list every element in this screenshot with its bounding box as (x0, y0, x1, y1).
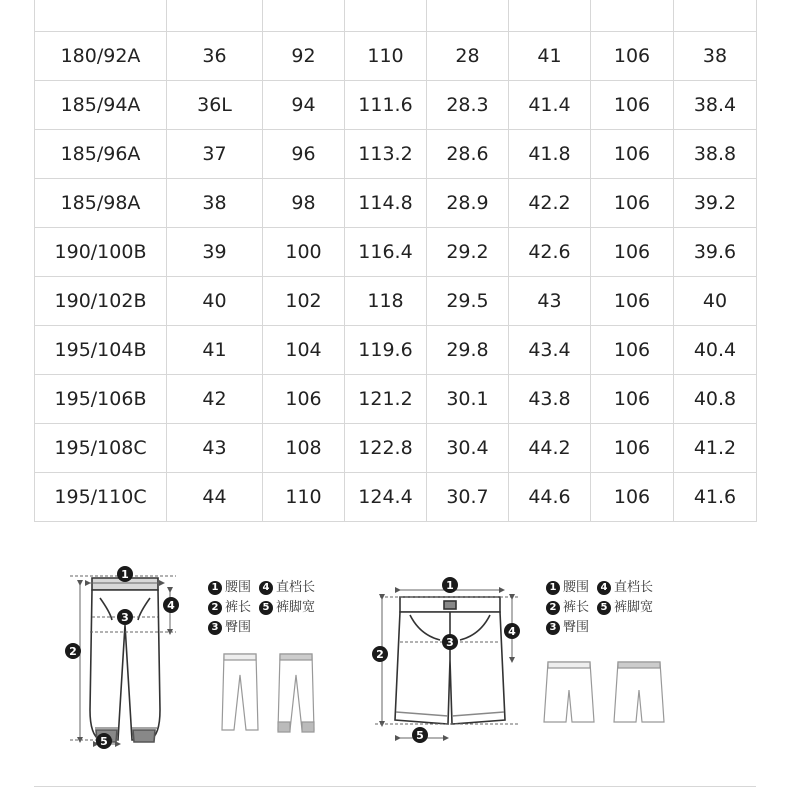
table-cell: 106 (591, 277, 674, 326)
table-cell: 180/92A (35, 32, 167, 81)
legend-hem: 裤脚宽 (614, 600, 654, 615)
legend-number-icon: 4 (597, 581, 611, 595)
table-cell: 44.6 (509, 473, 591, 522)
table-cell: 29.2 (427, 228, 509, 277)
table-cell: 39.6 (674, 228, 757, 277)
legend-number-icon: 3 (208, 621, 222, 635)
legend-length: 裤长 (563, 600, 590, 615)
table-cell: 42.2 (509, 179, 591, 228)
table-cell: 94 (263, 81, 345, 130)
table-cell: 190/100B (35, 228, 167, 277)
table-cell: 106 (591, 473, 674, 522)
table-cell: 29.8 (427, 326, 509, 375)
table-cell: 106 (591, 375, 674, 424)
pants-hip-marker: 3 (117, 609, 133, 625)
pants-rise-marker: 4 (163, 597, 179, 613)
table-cell: 40.4 (674, 326, 757, 375)
table-cell: 195/108C (35, 424, 167, 473)
shorts-rise-marker: 4 (504, 623, 520, 639)
table-cell: 122.8 (345, 424, 427, 473)
table-cell: 118 (345, 277, 427, 326)
table-cell: 98 (263, 179, 345, 228)
table-cell: 106 (591, 179, 674, 228)
bottom-divider (34, 786, 756, 787)
legend-rise: 直档长 (276, 580, 316, 595)
table-cell: 116.4 (345, 228, 427, 277)
shorts-legend (546, 578, 661, 638)
table-cell: 28.9 (427, 179, 509, 228)
legend-number-icon: 1 (208, 581, 222, 595)
legend-number-icon: 1 (546, 581, 560, 595)
table-cell: 185/94A (35, 81, 167, 130)
table-cell: 43 (167, 424, 263, 473)
table-cell: 44.2 (509, 424, 591, 473)
pants-hem-marker: 5 (96, 733, 112, 749)
table-cell: 185/98A (35, 179, 167, 228)
shorts-length-marker: 2 (372, 646, 388, 662)
table-cell: 110 (345, 32, 427, 81)
table-cell: 195/110C (35, 473, 167, 522)
table-cell: 41 (167, 326, 263, 375)
legend-waist: 腰围 (563, 580, 590, 595)
table-cell: 42.6 (509, 228, 591, 277)
table-cell: 40 (674, 277, 757, 326)
table-cell: 41.6 (674, 473, 757, 522)
legend-length: 裤长 (225, 600, 252, 615)
table-cell: 29.5 (427, 277, 509, 326)
table-cell: 28 (427, 32, 509, 81)
table-cell: 106 (591, 326, 674, 375)
table-cell: 36L (167, 81, 263, 130)
table-cell: 100 (263, 228, 345, 277)
table-cell: 96 (263, 130, 345, 179)
shorts-hip-marker: 3 (442, 634, 458, 650)
legend-number-icon: 4 (259, 581, 273, 595)
legend-number-icon: 3 (546, 621, 560, 635)
table-cell: 190/102B (35, 277, 167, 326)
legend-number-icon: 2 (208, 601, 222, 615)
shorts-hem-marker: 5 (412, 727, 428, 743)
legend-number-icon: 2 (546, 601, 560, 615)
table-cell: 38.8 (674, 130, 757, 179)
table-cell: 38.4 (674, 81, 757, 130)
table-cell: 185/96A (35, 130, 167, 179)
table-cell: 106 (263, 375, 345, 424)
pants-waist-marker: 1 (117, 566, 133, 582)
table-cell: 43.8 (509, 375, 591, 424)
table-cell: 104 (263, 326, 345, 375)
table-cell: 108 (263, 424, 345, 473)
table-cell: 119.6 (345, 326, 427, 375)
table-cell: 124.4 (345, 473, 427, 522)
legend-rise: 直档长 (614, 580, 654, 595)
table-cell: 42 (167, 375, 263, 424)
table-cell: 41 (509, 32, 591, 81)
table-cell: 111.6 (345, 81, 427, 130)
table-cell: 37 (167, 130, 263, 179)
table-cell: 40 (167, 277, 263, 326)
table-cell: 114.8 (345, 179, 427, 228)
table-cell: 113.2 (345, 130, 427, 179)
shorts-drawing (395, 597, 505, 724)
legend-hip: 臀围 (563, 620, 590, 635)
shorts-thumbnails (544, 662, 664, 722)
table-cell: 39 (167, 228, 263, 277)
legend-hem: 裤脚宽 (276, 600, 316, 615)
legend-number-icon: 5 (259, 601, 273, 615)
table-cell: 106 (591, 228, 674, 277)
table-cell: 43 (509, 277, 591, 326)
table-cell: 92 (263, 32, 345, 81)
table-cell: 41.8 (509, 130, 591, 179)
table-cell: 39.2 (674, 179, 757, 228)
table-cell: 44 (167, 473, 263, 522)
table-cell: 106 (591, 81, 674, 130)
pants-thumbnails (222, 654, 314, 732)
pants-drawing (90, 578, 160, 742)
legend-number-icon: 5 (597, 601, 611, 615)
shorts-waist-marker: 1 (442, 577, 458, 593)
table-cell: 41.2 (674, 424, 757, 473)
table-cell: 110 (263, 473, 345, 522)
table-cell: 41.4 (509, 81, 591, 130)
pants-legend (208, 578, 323, 638)
table-cell: 195/106B (35, 375, 167, 424)
table-cell: 106 (591, 130, 674, 179)
table-cell: 38 (674, 32, 757, 81)
table-cell: 38 (167, 179, 263, 228)
table-cell: 195/104B (35, 326, 167, 375)
table-cell: 36 (167, 32, 263, 81)
table-cell: 102 (263, 277, 345, 326)
table-cell: 28.3 (427, 81, 509, 130)
table-cell: 106 (591, 424, 674, 473)
legend-waist: 腰围 (225, 580, 252, 595)
table-cell: 28.6 (427, 130, 509, 179)
table-cell: 40.8 (674, 375, 757, 424)
table-cell: 121.2 (345, 375, 427, 424)
pants-length-marker: 2 (65, 643, 81, 659)
table-cell: 106 (591, 32, 674, 81)
table-cell: 30.4 (427, 424, 509, 473)
table-cell: 30.7 (427, 473, 509, 522)
table-cell: 30.1 (427, 375, 509, 424)
legend-hip: 臀围 (225, 620, 252, 635)
table-cell: 43.4 (509, 326, 591, 375)
